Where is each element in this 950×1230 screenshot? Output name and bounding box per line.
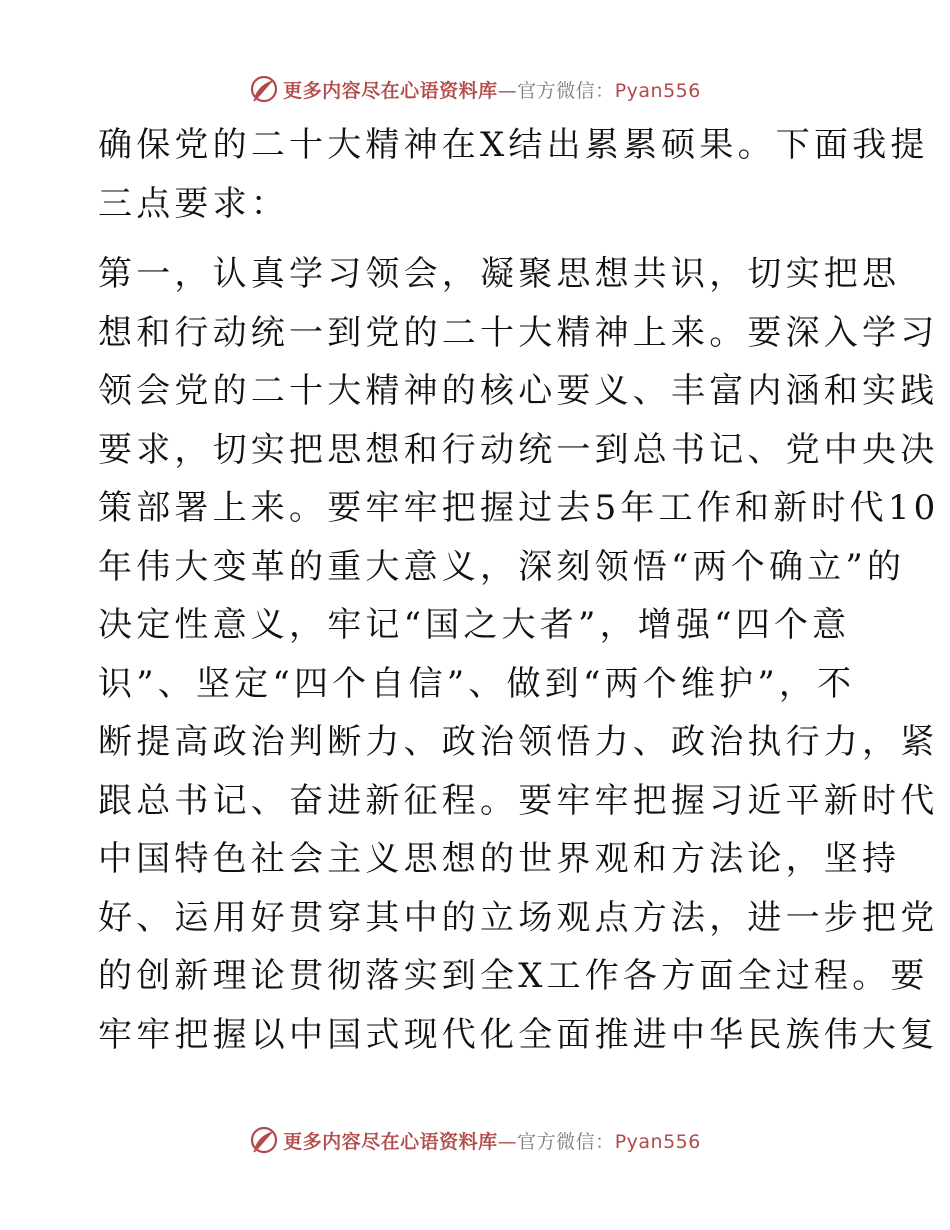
watermark-brand: 更多内容尽在心语资料库: [283, 79, 498, 102]
text-line: 领会党的二十大精神的核心要义、丰富内涵和实践: [98, 371, 939, 411]
text-line: 牢牢把握以中国式现代化全面推进中华民族伟大复: [98, 1014, 939, 1055]
header-watermark: [0, 72, 950, 106]
paragraph-1: [98, 116, 929, 233]
text-line: 跟总书记、奋进新征程。要牢牢把握习近平新时代: [98, 780, 939, 821]
text-line: 中国特色社会主义思想的世界观和方法论，坚持: [98, 839, 901, 879]
paragraph-2: [98, 245, 940, 1064]
footer-watermark: [0, 1123, 950, 1157]
document-body: [98, 116, 940, 1064]
text-line: 决定性意义，牢记“国之大者”，增强“四个意: [98, 605, 851, 645]
text-line: 策部署上来。要牢牢把握过去5年工作和新时代10: [98, 488, 940, 528]
text-line: 确保党的二十大精神在X结出累累硕果。下面我提: [98, 125, 929, 165]
watermark-official-label: 官方微信：: [517, 79, 615, 102]
watermark-text: [283, 1127, 701, 1154]
text-line: 第一，认真学习领会，凝聚思想共识，切实把思: [98, 254, 901, 294]
text-line: 的创新理论贯彻落实到全X工作各方面全过程。要: [98, 956, 929, 996]
text-line: 好、运用好贯穿其中的立场观点方法，进一步把党: [98, 897, 939, 938]
watermark-official-label: 官方微信：: [517, 1130, 615, 1153]
text-line: 年伟大变革的重大意义，深刻领悟“两个确立”的: [98, 546, 906, 587]
pen-logo-icon: [249, 74, 279, 104]
text-line: 断提高政治判断力、政治领悟力、政治执行力，紧: [98, 722, 939, 762]
watermark-text: [283, 76, 701, 103]
pen-logo-icon: [249, 1125, 279, 1155]
watermark-wechat-id: Pyan556: [614, 1130, 701, 1153]
watermark-brand: 更多内容尽在心语资料库: [283, 1130, 498, 1153]
watermark-wechat-id: Pyan556: [614, 79, 701, 102]
text-line: 要求，切实把思想和行动统一到总书记、党中央决: [98, 429, 939, 470]
text-line: 三点要求：: [98, 183, 289, 224]
text-line: 想和行动统一到党的二十大精神上来。要深入学习: [98, 312, 939, 353]
text-line: 识”、坚定“四个自信”、做到“两个维护”，不: [98, 663, 856, 704]
watermark-separator: —: [497, 79, 518, 102]
watermark-separator: —: [497, 1130, 518, 1153]
